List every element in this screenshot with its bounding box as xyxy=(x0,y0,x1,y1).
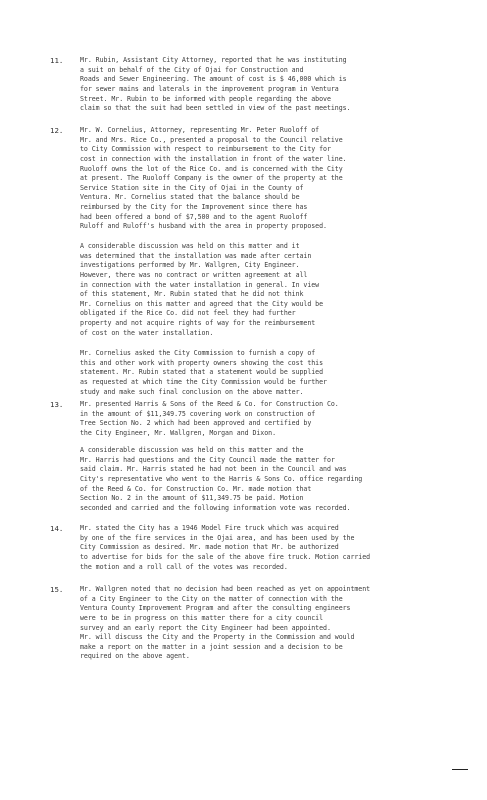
text-line: in the amount of $11,349.75 covering work on construction of xyxy=(80,409,316,418)
paragraph xyxy=(80,585,468,662)
text-line: Mr. and Mrs. Rice Co., presented a proposal to the Council relative xyxy=(80,135,343,144)
text-line: in connection with the water installation in general. In view xyxy=(80,280,320,289)
paragraph xyxy=(80,56,468,114)
text-line: this and other work with property owners showing the cost this xyxy=(80,358,324,367)
text-line: claim so that the suit had been settled in view of the past meetings. xyxy=(80,104,351,113)
text-line: was determined that the installation was made after certain xyxy=(80,251,312,260)
text-line: a suit on behalf of the City of Ojai for Construction and xyxy=(80,65,304,74)
text-line: City's representative who went to the Harris & Sons Co. office regarding xyxy=(80,474,363,483)
paragraph xyxy=(80,446,468,513)
item-number: 15. xyxy=(50,585,64,594)
item-number: 14. xyxy=(50,524,64,533)
text-line: investigations performed by Mr. Wallgren, City Engineer. xyxy=(80,261,300,270)
text-line: Mr. will discuss the City and the Property in the Commission and would xyxy=(80,633,355,642)
item-number: 11. xyxy=(50,56,64,65)
text-line: to advertise for bids for the sale of the above fire truck. Motion carried xyxy=(80,552,371,561)
text-line: at present. The Ruoloff Company is the owner of the property at the xyxy=(80,174,343,183)
text-line: Mr. Cornelius on this matter and agreed that the City would be xyxy=(80,299,324,308)
text-line: of a City Engineer to the City on the matter of connection with the xyxy=(80,594,343,603)
text-line: Mr. Harris had questions and the City Council made the matter for xyxy=(80,455,335,464)
text-line: Tree Section No. 2 which had been approved and certified by xyxy=(80,419,312,428)
item-number: 13. xyxy=(50,400,64,409)
text-line: of this statement, Mr. Rubin stated that he did not think xyxy=(80,290,304,299)
text-line: Mr. Wallgren noted that no decision had been reached as yet on appointment xyxy=(80,585,371,593)
text-line: obligated if the Rice Co. did not feel they had further xyxy=(80,309,296,318)
text-line: of the Reed & Co. for Construction Co. Mr. made motion that xyxy=(80,484,312,493)
text-line: required on the above agent. xyxy=(80,652,190,661)
paragraph xyxy=(80,242,468,338)
text-line: for sewer mains and laterals in the improvement program in Ventura xyxy=(80,84,339,93)
text-line: Roads and Sewer Engineering. The amount of cost is $ 46,000 which is xyxy=(80,75,347,84)
text-line: Mr. Cornelius asked the City Commission to furnish a copy of xyxy=(80,349,316,357)
text-line: statement. Mr. Rubin stated that a statement would be supplied xyxy=(80,368,324,377)
text-line: to City Commission with respect to reimbursement to the City for xyxy=(80,145,331,154)
text-line: by one of the fire services in the Ojai area, and has been used by the xyxy=(80,533,355,542)
text-line: survey and an early report the City Engineer had been appointed. xyxy=(80,623,331,632)
paragraph xyxy=(80,126,468,232)
text-line: study and make such final conclusion on the above matter. xyxy=(80,387,304,396)
text-line: Mr. Rubin, Assistant City Attorney, reported that he was instituting xyxy=(80,56,347,64)
paragraph xyxy=(80,349,468,397)
text-line: Ventura. Mr. Cornelius stated that the balance should be xyxy=(80,193,300,202)
text-line: the City Engineer, Mr. Wallgren, Morgan and Dixon. xyxy=(80,428,276,437)
text-line: Service Station site in the City of Ojai in the County of xyxy=(80,183,304,192)
page-edge-mark xyxy=(452,769,468,770)
text-line: of cost on the water installation. xyxy=(80,328,214,337)
text-line: said claim. Mr. Harris stated he had not been in the Council and was xyxy=(80,465,347,474)
text-line: Section No. 2 in the amount of $11,349.75 be paid. Motion xyxy=(80,494,304,503)
text-line: had been offered a bond of $7,500 and to the agent Ruoloff xyxy=(80,212,308,221)
text-line: A considerable discussion was held on this matter and the xyxy=(80,446,304,454)
text-line: reimbursed by the City for the Improvement since there has xyxy=(80,203,308,212)
text-line: as requested at which time the City Commission would be further xyxy=(80,377,327,386)
text-line: the motion and a roll call of the votes was recorded. xyxy=(80,562,288,571)
text-line: were to be in progress on this matter there for a city council xyxy=(80,613,324,622)
paragraph xyxy=(80,524,468,572)
text-line: make a report on the matter in a joint session and a decision to be xyxy=(80,642,343,651)
text-line: Mr. W. Cornelius, Attorney, representing Mr. Peter Ruoloff of xyxy=(80,126,320,134)
paragraph xyxy=(80,400,468,439)
text-line: Street. Mr. Rubin to be informed with people regarding the above xyxy=(80,94,331,103)
text-line: seconded and carried and the following information vote was recorded. xyxy=(80,503,351,512)
item-number: 12. xyxy=(50,126,64,135)
text-line: City Commission as desired. Mr. made motion that Mr. be authorized xyxy=(80,543,339,552)
text-line: Mr. stated the City has a 1946 Model Fire truck which was acquired xyxy=(80,524,339,532)
text-line: A considerable discussion was held on this matter and it xyxy=(80,242,300,250)
text-line: However, there was no contract or written agreement at all xyxy=(80,270,308,279)
text-line: Ruoloff owns the lot of the Rice Co. and is concerned with the City xyxy=(80,164,343,173)
text-line: Mr. presented Harris & Sons of the Reed & Co. for Construction Co. xyxy=(80,400,339,408)
text-line: Ventura County Improvement Program and after the consulting engineers xyxy=(80,604,351,613)
text-line: property and not acquire rights of way for the reimbursement xyxy=(80,319,316,328)
text-line: Ruloff and Ruloff's husband with the area in property proposed. xyxy=(80,222,327,231)
text-line: cost in connection with the installation in front of the water line. xyxy=(80,154,347,163)
